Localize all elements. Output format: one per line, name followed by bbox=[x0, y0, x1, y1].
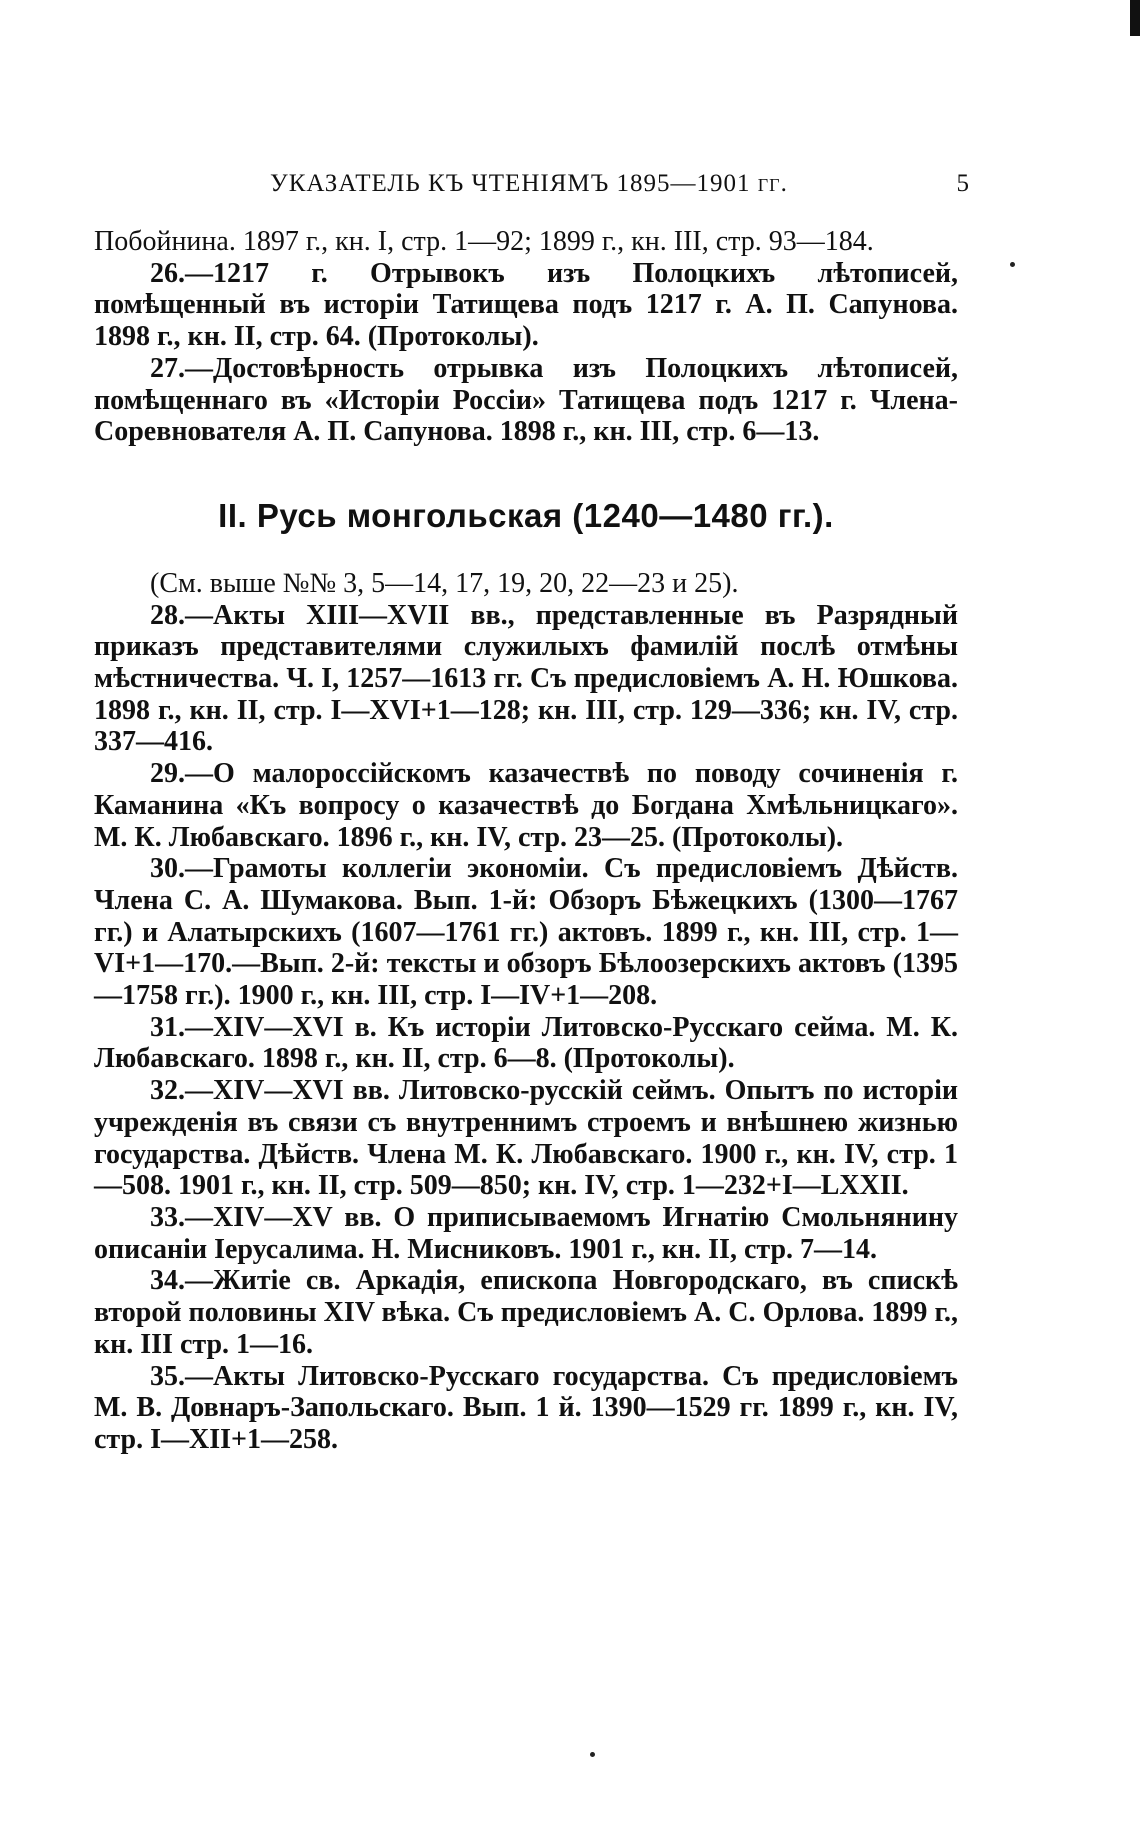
entry-35: 35.—Акты Литовско-Русскаго государства. Съ предисловіемъ М. В. Довнаръ-Запольскаго. Вып. 1 й. 1390—1529 гг. 1899 г., кн. IV, стр. I—XII+1—258. bbox=[94, 1360, 958, 1455]
entry-30: 30.—Грамоты коллегіи экономіи. Съ предисловіемъ Дѣйств. Члена С. А. Шумакова. Вып. 1-й: Обзоръ Бѣжецкихъ (1300—1767 гг.) и Алатырскихъ (1607—1761 гг.) актовъ. 1899 г., кн. III, стр. 1—VI+1—170.—Вып. 2-й: тексты и обзоръ Бѣлоозерскихъ актовъ (1395—1758 гг.). 1900 г., кн. III, стр. I—IV+1—208. bbox=[94, 853, 958, 1012]
entry-34: 34.—Житіе св. Аркадія, епископа Новгородскаго, въ спискѣ второй половины XIV вѣка. Съ предисловіемъ А. С. Орлова. 1899 г., кн. III стр. 1—16. bbox=[94, 1265, 958, 1360]
scan-edge-mark bbox=[1130, 0, 1140, 36]
entry-29: 29.—О малороссійскомъ казачествѣ по поводу сочиненія г. Каманина «Къ вопросу о казачествѣ до Богдана Хмѣльницкаго». М. К. Любавскаго. 1896 г., кн. IV, стр. 23—25. (Протоколы). bbox=[94, 758, 958, 853]
section-heading: II. Русь монгольская (1240—1480 гг.). bbox=[218, 496, 834, 534]
entry-33: 33.—XIV—XV вв. О приписываемомъ Игнатію Смольнянину описаніи Іерусалима. Н. Мисниковъ. 1901 г., кн. II, стр. 7—14. bbox=[94, 1201, 958, 1265]
page-number: 5 bbox=[956, 170, 970, 197]
running-title: УКАЗАТЕЛЬ КЪ ЧТЕНІЯМЪ 1895—1901 гг. bbox=[270, 170, 788, 197]
entry-32: 32.—XIV—XVI вв. Литовско-русскій сеймъ. Опытъ по исторіи учрежденія въ связи съ внутреннимъ строемъ и внѣшнею жизнью государства. Дѣйств. Члена М. К. Любавскаго. 1900 г., кн. IV, стр. 1—508. 1901 г., кн. II, стр. 509—850; кн. IV, стр. 1—232+I—LXXII. bbox=[94, 1075, 958, 1202]
entry-31: 31.—XIV—XVI в. Къ исторіи Литовско-Русскаго сейма. М. К. Любавскаго. 1898 г., кн. II, стр. 6—8. (Протоколы). bbox=[94, 1011, 958, 1075]
speck bbox=[1010, 262, 1015, 267]
speck bbox=[590, 1752, 595, 1757]
entry-28: 28.—Акты XIII—XVII вв., представленные въ Разрядный приказъ представителями служилыхъ фамилій послѣ отмѣны мѣстничества. Ч. I, 1257—1613 гг. Съ предисловіемъ А. Н. Юшкова. 1898 г., кн. II, стр. I—XVI+1—128; кн. III, стр. 129—336; кн. IV, стр. 337—416. bbox=[94, 599, 958, 758]
body-text bbox=[94, 226, 958, 1456]
entry-27: 27.—Достовѣрность отрывка изъ Полоцкихъ лѣтописей, помѣщеннаго въ «Исторіи Россіи» Татищева подъ 1217 г. Члена-Соревнователя А. П. Сапунова. 1898 г., кн. III, стр. 6—13. bbox=[94, 352, 958, 448]
cross-reference: (См. выше №№ 3, 5—14, 17, 19, 20, 22—23 и 25). bbox=[150, 567, 739, 599]
entry-continuation: Побойнина. 1897 г., кн. I, стр. 1—92; 1899 г., кн. III, стр. 93—184. bbox=[94, 226, 874, 257]
entry-26: 26.—1217 г. Отрывокъ изъ Полоцкихъ лѣтописей, помѣщенный въ исторіи Татищева подъ 1217 г. А. П. Сапунова. 1898 г., кн. II, стр. 64. (Протоколы). bbox=[94, 257, 958, 353]
running-header bbox=[270, 170, 970, 210]
